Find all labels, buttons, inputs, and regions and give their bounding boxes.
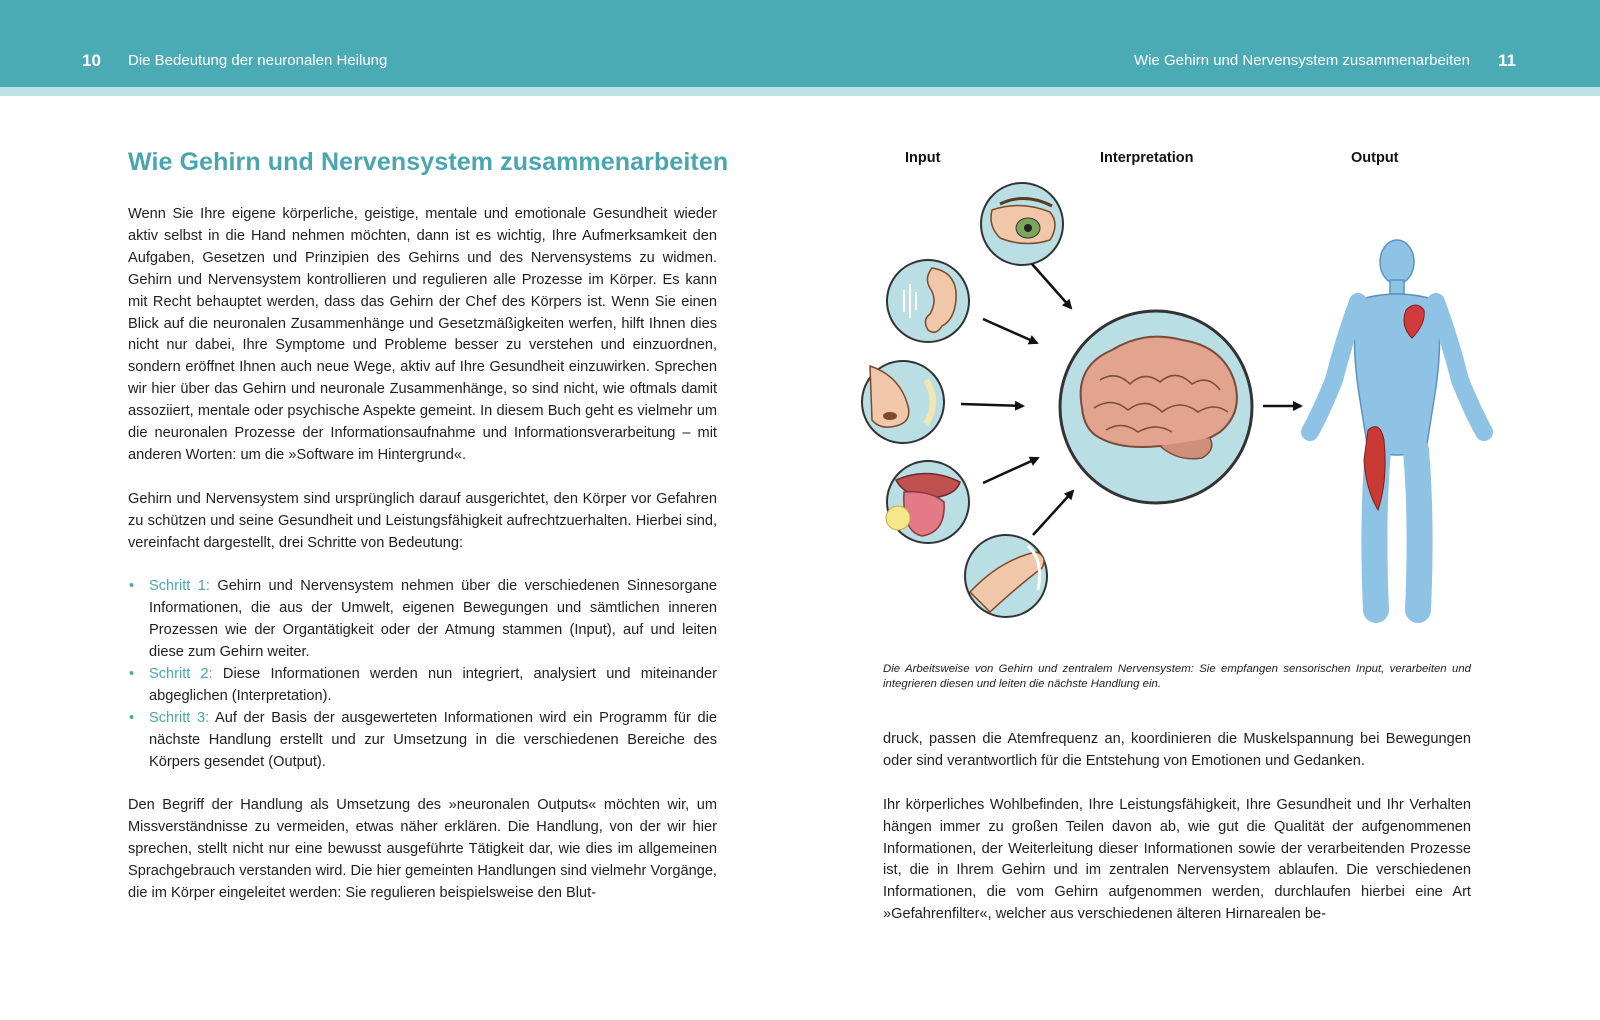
- step-text: Diese Informationen werden nun integriert, analysiert und miteinander abgeglichen (Interpretation).: [149, 666, 717, 704]
- step-label: Schritt 3:: [149, 709, 210, 726]
- right-paragraph-2: Ihr körperliches Wohlbefinden, Ihre Leistungsfähigkeit, Ihre Gesundheit und Ihr Verhalten hängen immer zu großen Teilen davon ab, wie gut die Qualität der aufgenommenen Informationen, der Weiterleitung dieser Informationen sowie der verarbeitenden Prozesse ist, die in Ihrem Gehirn und im zentralen Nervensystem ablaufen. Die verschiedenen Informationen, die vom Gehirn aufgenommen werden, durchlaufen hierbei eine Art »Gefahrenfilter«, welcher aus verschiedenen älteren Hirnarealen be-: [883, 796, 1471, 923]
- arrow-touch-to-brain: [1033, 491, 1073, 535]
- step-item: [128, 576, 717, 664]
- left-paragraph-1: Wenn Sie Ihre eigene körperliche, geistige, mentale und emotionale Gesundheit wieder aktiv selbst in die Hand nehmen möchten, dann ist es wichtig, Ihre Aufmerksamkeit den Aufgaben, Gesetzen und Prinzipien des Gehirns und des Nervensystems zu widmen. Gehirn und Nervensystem kontrollieren und regulieren alle Prozesse im Körper. Es kann mit Recht behauptet werden, dass das Gehirn der Chef des Körpers ist. Wenn Sie einen Blick auf die neuronalen Zusammenhänge und Gesetzmäßigkeiten werfen, hilft Ihnen dies nicht nur dabei, Ihre Symptome und Probleme besser zu verstehen und einzuordnen, sondern eröffnet Ihnen auch neue Wege, aktiv auf Ihre Gesundheit einzuwirken. Sprechen wir hier über das Gehirn und neuronale Zusammenhänge, so sind nicht, wie oftmals damit assoziiert, mentale oder psychische Aspekte gemeint. In diesem Buch geht es vielmehr um die neuronalen Prozesse der Informationsaufnahme und Informationsverarbeitung – mit anderen Worten: um die »Software im Hintergrund«.: [128, 206, 717, 463]
- nose-icon: [862, 361, 944, 443]
- left-running-title: Die Bedeutung der neuronalen Heilung: [128, 52, 388, 69]
- right-text-column: [883, 729, 1471, 948]
- step-label: Schritt 2:: [149, 666, 213, 682]
- left-text-column: [128, 204, 717, 927]
- right-page-number: 11: [1498, 51, 1516, 70]
- header-stripe: [0, 87, 1600, 96]
- tongue-icon: [886, 461, 969, 543]
- figure-label-input: Input: [905, 150, 941, 166]
- figure-label-interpretation: Interpretation: [1100, 150, 1194, 166]
- left-paragraph-3: Den Begriff der Handlung als Umsetzung des »neuronalen Outputs« möchten wir, um Missverständnisse zu vermeiden, etwas näher erklären. Die Handlung, von der wir hier sprechen, stellt nicht nur eine bewusst ausgeführte Tätigkeit dar, wie dies im allgemeinen Sprachgebrauch verstanden wird. Die hier gemeinten Handlungen sind vielmehr Vorgänge, die im Körper eingeleitet werden: Sie regulieren beispielsweise den Blut-: [128, 797, 717, 902]
- figure-label-output: Output: [1351, 150, 1399, 166]
- right-paragraph-1: druck, passen die Atemfrequenz an, koordinieren die Muskelspannung bei Bewegungen oder sind verantwortlich für die Entstehung von Emotionen und Gedanken.: [883, 731, 1471, 769]
- figure-illustration: [860, 140, 1500, 640]
- bullet: •: [129, 709, 135, 726]
- eye-icon: [981, 183, 1063, 265]
- steps-list: [128, 576, 717, 773]
- bullet: •: [129, 666, 135, 682]
- step-text: Gehirn und Nervensystem nehmen über die verschiedenen Sinnesorgane Informationen, die aus der Umwelt, eigenen Bewegungen und sämtlichen inneren Prozessen wie der Organtätigkeit oder der Atmung stammen (Input), auf und leiten diese zum Gehirn weiter.: [149, 578, 717, 661]
- step-text: Auf der Basis der ausgewerteten Informationen wird ein Programm für die nächste Handlung erstellt und zur Umsetzung in die verschiedenen Bereiche des Körpers gesendet (Output).: [149, 709, 717, 770]
- arrow-nose-to-brain: [961, 404, 1023, 406]
- header-bar: [0, 0, 1600, 87]
- right-running-title: Wie Gehirn und Nervensystem zusammenarbeiten: [1134, 52, 1470, 69]
- touch-finger-icon: [965, 535, 1047, 617]
- brain-icon: [1060, 311, 1252, 503]
- step-label: Schritt 1:: [149, 578, 210, 595]
- arrow-eye-to-brain: [1032, 264, 1071, 308]
- arrow-ear-to-brain: [983, 319, 1037, 343]
- ear-icon: [887, 260, 969, 342]
- page-title: Wie Gehirn und Nervensystem zusammenarbeiten: [128, 148, 729, 176]
- human-body-icon: [1310, 240, 1484, 610]
- step-item: [128, 708, 717, 774]
- left-paragraph-2: Gehirn und Nervensystem sind ursprünglich darauf ausgerichtet, den Körper vor Gefahren zu schützen und seine Gesundheit und Leistungsfähigkeit aufrechtzuerhalten. Hierbei sind, vereinfacht dargestellt, drei Schritte von Bedeutung:: [128, 490, 717, 551]
- figure-caption: Die Arbeitsweise von Gehirn und zentralem Nervensystem: Sie empfangen sensorischen Input, verarbeiten und integrieren diesen und leiten die nächste Handlung ein.: [883, 663, 1471, 691]
- left-page-number: 10: [82, 51, 101, 70]
- bullet: •: [129, 578, 135, 595]
- arrow-tongue-to-brain: [983, 458, 1038, 483]
- step-item: [128, 664, 717, 708]
- input-interpretation-output-figure: [860, 140, 1500, 640]
